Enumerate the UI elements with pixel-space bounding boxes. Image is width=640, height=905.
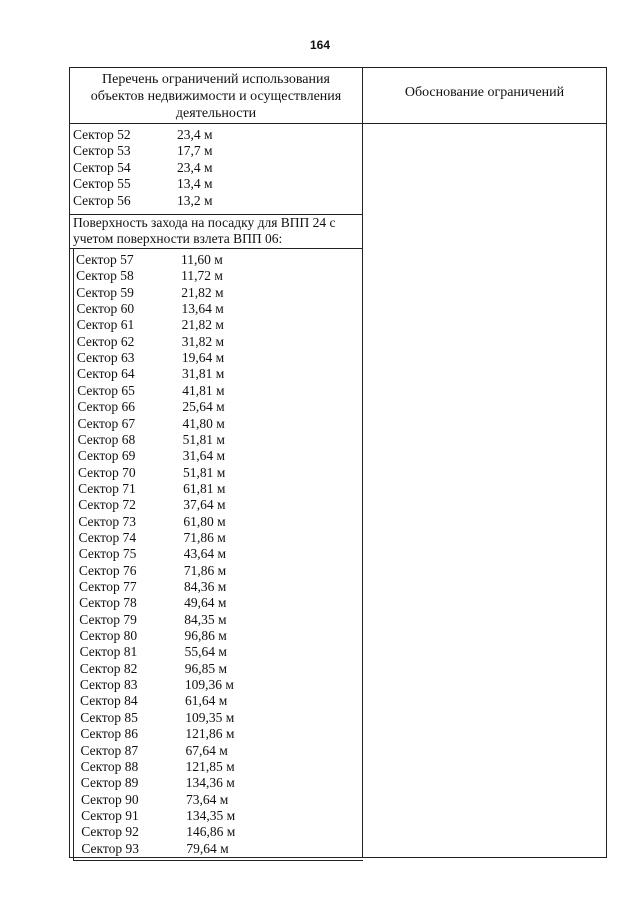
sector-name: Сектор 72: [78, 497, 136, 513]
sector-height-value: 11,72 м: [181, 268, 223, 284]
sector-height-value: 55,64 м: [184, 644, 227, 660]
sector-name: Сектор 55: [73, 176, 131, 192]
sector-name: Сектор 65: [77, 382, 135, 398]
sector-name: Сектор 69: [77, 448, 136, 464]
sector-height-value: 96,85 м: [184, 660, 228, 676]
sector-name: Сектор 76: [78, 562, 137, 578]
sector-height-value: 41,81 м: [182, 382, 225, 398]
sector-height-value: 51,81 м: [182, 431, 225, 447]
sector-name: Сектор 71: [78, 480, 136, 496]
sector-height-value: 21,82 м: [181, 284, 224, 300]
surface-title: [73, 215, 362, 247]
sector-height-value: 13,2 м: [177, 192, 213, 208]
sector-name: Сектор 84: [80, 693, 138, 709]
column-divider: [362, 67, 363, 858]
sector-name: Сектор 90: [80, 791, 139, 807]
sector-height-value: 96,86 м: [184, 628, 227, 644]
sector-height-value: 17,7 м: [177, 143, 213, 159]
sector-name: Сектор 74: [78, 529, 137, 545]
sector-height-value: 23,4 м: [177, 159, 213, 175]
sector-height-value: 61,64 м: [185, 693, 228, 709]
sector-height-value: 61,80 м: [183, 513, 226, 529]
sector-height-value: 121,85 м: [185, 758, 235, 774]
sector-name: Сектор 52: [73, 127, 131, 142]
sector-name: Сектор 59: [76, 284, 134, 300]
restrictions-table: [69, 67, 607, 858]
sector-name: Сектор 79: [79, 611, 137, 627]
sector-name: Сектор 85: [80, 709, 138, 725]
group-border: [73, 248, 74, 860]
sector-height-value: 71,86 м: [183, 529, 226, 545]
sector-height-value: 73,64 м: [185, 791, 229, 807]
sector-height-value: 134,35 м: [186, 807, 236, 823]
column-header-line: деятельности: [175, 106, 257, 121]
sector-height-value: 146,86 м: [186, 824, 236, 840]
sector-name: Сектор 92: [81, 824, 139, 840]
sector-name: Сектор 56: [73, 192, 131, 208]
sector-height-value: 41,80 м: [182, 415, 225, 431]
page-number: 164: [309, 38, 331, 52]
sector-height-value: 84,35 м: [184, 611, 227, 627]
sector-name: Сектор 88: [80, 758, 139, 774]
column-header-justification: Обоснование ограничений: [404, 85, 565, 100]
sector-height-value: 109,36 м: [184, 677, 234, 693]
sector-height-value: 134,36 м: [185, 775, 235, 791]
sector-name: Сектор 82: [79, 660, 138, 676]
surface-title-line: учетом поверхности взлета ВПП 06:: [73, 231, 283, 246]
sector-name: Сектор 66: [77, 399, 135, 415]
sector-name: Сектор 87: [80, 742, 139, 758]
sector-height-value: 67,64 м: [185, 742, 228, 758]
sector-name: Сектор 91: [81, 807, 139, 823]
sector-height-value: 71,86 м: [183, 562, 227, 578]
sector-name: Сектор 89: [80, 775, 139, 791]
sector-name: Сектор 86: [80, 726, 138, 742]
sector-name: Сектор 58: [76, 268, 134, 284]
sector-name: Сектор 77: [79, 579, 137, 594]
column-header-line: объектов недвижимости и осуществления: [90, 89, 342, 104]
sector-height-value: 79,64 м: [186, 840, 229, 856]
sector-height-value: 19,64 м: [181, 350, 225, 366]
sector-height-value: 49,64 м: [184, 595, 227, 611]
sector-name: Сектор 70: [77, 464, 136, 480]
sector-name: Сектор 68: [77, 431, 136, 447]
sector-name: Сектор 61: [76, 317, 135, 333]
sector-height-value: 109,35 м: [185, 709, 235, 725]
sector-height-value: 21,82 м: [181, 317, 224, 333]
column-header-line: Перечень ограничений использования: [102, 72, 330, 87]
sector-height-value: 37,64 м: [183, 497, 226, 513]
sector-height-value: 31,81 м: [182, 366, 225, 382]
surface-title-line: Поверхность захода на посадку для ВПП 24 с: [73, 215, 336, 230]
sector-height-value: 61,81 м: [183, 480, 226, 496]
sector-name: Сектор 63: [76, 350, 135, 366]
sector-height-value: 25,64 м: [182, 399, 225, 415]
sector-height-value: 121,86 м: [185, 726, 235, 742]
sector-name: Сектор 73: [78, 513, 137, 529]
sector-name: Сектор 93: [81, 840, 140, 856]
sector-height-value: 84,36 м: [184, 579, 227, 594]
sector-name: Сектор 81: [79, 644, 138, 660]
sector-name: Сектор 57: [76, 252, 134, 267]
group-border: [73, 860, 363, 861]
sector-height-value: 43,64 м: [183, 546, 226, 562]
sector-name: Сектор 53: [73, 143, 131, 159]
sector-height-value: 11,60 м: [181, 252, 223, 267]
sector-name: Сектор 80: [79, 628, 138, 644]
column-header-restrictions: [70, 71, 362, 122]
sector-name: Сектор 64: [77, 366, 135, 382]
sector-height-value: 31,82 м: [181, 333, 225, 349]
sector-name: Сектор 83: [79, 677, 138, 693]
sector-name: Сектор 67: [77, 415, 136, 431]
sector-height-value: 13,4 м: [177, 176, 213, 192]
sector-height-value: 13,64 м: [181, 301, 224, 317]
header-divider: [69, 123, 607, 124]
sector-name: Сектор 78: [79, 595, 137, 611]
sector-height-value: 51,81 м: [182, 464, 226, 480]
sector-height-value: 31,64 м: [182, 448, 226, 464]
sector-name: Сектор 54: [73, 159, 131, 175]
sector-name: Сектор 62: [76, 333, 135, 349]
sector-height-value: 23,4 м: [177, 127, 213, 142]
sector-name: Сектор 75: [78, 546, 137, 562]
sector-name: Сектор 60: [76, 301, 135, 317]
group-divider: [69, 248, 362, 249]
